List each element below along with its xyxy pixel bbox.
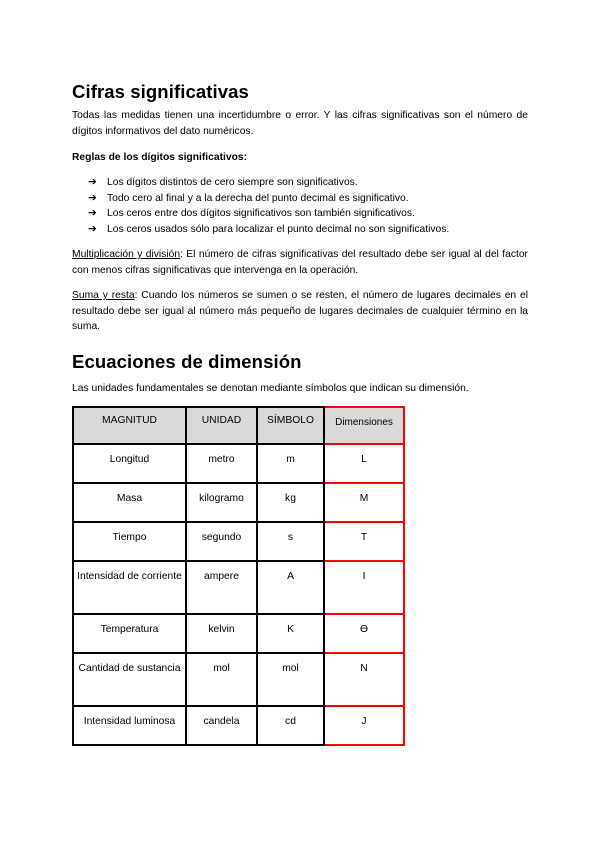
table-cell: kelvin [186, 614, 257, 653]
table-row [73, 653, 404, 706]
table-cell: N [324, 653, 404, 706]
table-cell: M [324, 483, 404, 522]
table-cell: mol [257, 653, 324, 706]
table-cell: Longitud [73, 444, 186, 483]
table-cell: candela [186, 706, 257, 745]
table-cell: ϴ [324, 614, 404, 653]
header-unidad: UNIDAD [186, 407, 257, 444]
table-cell: Tiempo [73, 522, 186, 561]
intro-paragraph: Todas las medidas tienen una incertidumbre o error. Y las cifras significativas son el número de dígitos informativos del dato numéricos. [72, 110, 528, 137]
sum-text: : Cuando los números se sumen o se resten, el número de lugares decimales en el resultado debe ser igual al número más pequeño de lugares decimales de cualquier término en la suma. [72, 290, 528, 332]
table-cell: s [257, 522, 324, 561]
table-cell: m [257, 444, 324, 483]
table-cell: I [324, 561, 404, 614]
table-row [73, 483, 404, 522]
arrow-bullet-icon: ➔ [88, 191, 97, 204]
table-cell: L [324, 444, 404, 483]
table-cell: J [324, 706, 404, 745]
multiplication-rule [72, 247, 528, 278]
units-paragraph: Las unidades fundamentales se denotan mediante símbolos que indican su dimensión. [72, 383, 469, 394]
arrow-bullet-icon: ➔ [88, 176, 97, 188]
table-row [73, 614, 404, 653]
list-item: ➔ Todo cero al final y a la derecha del punto decimal es significativo. [88, 191, 528, 207]
sum-label: Suma y resta [72, 290, 135, 301]
list-item: ➔ Los dígitos distintos de cero siempre son significativos. [88, 175, 528, 191]
table-row [73, 561, 404, 614]
table-cell: ampere [186, 561, 257, 614]
sum-rule [72, 288, 528, 335]
table-row [73, 444, 404, 483]
table-header-row [73, 407, 404, 444]
table-cell: K [257, 614, 324, 653]
table-cell: Cantidad de sustancia [73, 653, 186, 706]
table-cell: A [257, 561, 324, 614]
header-dimensiones: Dimensiones [324, 407, 404, 444]
arrow-bullet-icon: ➔ [88, 222, 97, 235]
arrow-bullet-icon: ➔ [88, 207, 97, 219]
table-cell: mol [186, 653, 257, 706]
section-title-cifras: Cifras significativas [72, 81, 249, 102]
table-cell: segundo [186, 522, 257, 561]
table-row [73, 522, 404, 561]
dimensions-table [72, 406, 405, 746]
header-magnitud: MAGNITUD [73, 407, 186, 444]
table-cell: cd [257, 706, 324, 745]
table-cell: kg [257, 483, 324, 522]
table-cell: Intensidad de corriente [73, 561, 186, 614]
table-cell: kilogramo [186, 483, 257, 522]
multiplication-label: Multiplicación y división [72, 249, 181, 260]
table-cell: metro [186, 444, 257, 483]
header-simbolo: SÍMBOLO [257, 407, 324, 444]
table-cell: T [324, 522, 404, 561]
list-item: ➔ Los ceros entre dos dígitos significativos son también significativos. [88, 206, 528, 222]
table-cell: Masa [73, 483, 186, 522]
table-cell: Temperatura [73, 614, 186, 653]
section-title-ecuaciones: Ecuaciones de dimensión [72, 351, 302, 372]
rules-list [88, 175, 528, 237]
rules-heading: Reglas de los dígitos significativos: [72, 152, 248, 163]
table-row [73, 706, 404, 745]
table-cell: Intensidad luminosa [73, 706, 186, 745]
multiplication-text: : El número de cifras significativas del resultado debe ser igual al del factor con menos cifras significativas que intervenga en la operación. [72, 249, 528, 276]
dimensions-table-wrap [72, 406, 405, 746]
list-item: ➔ Los ceros usados sólo para localizar el punto decimal no son significativos. [88, 222, 528, 238]
